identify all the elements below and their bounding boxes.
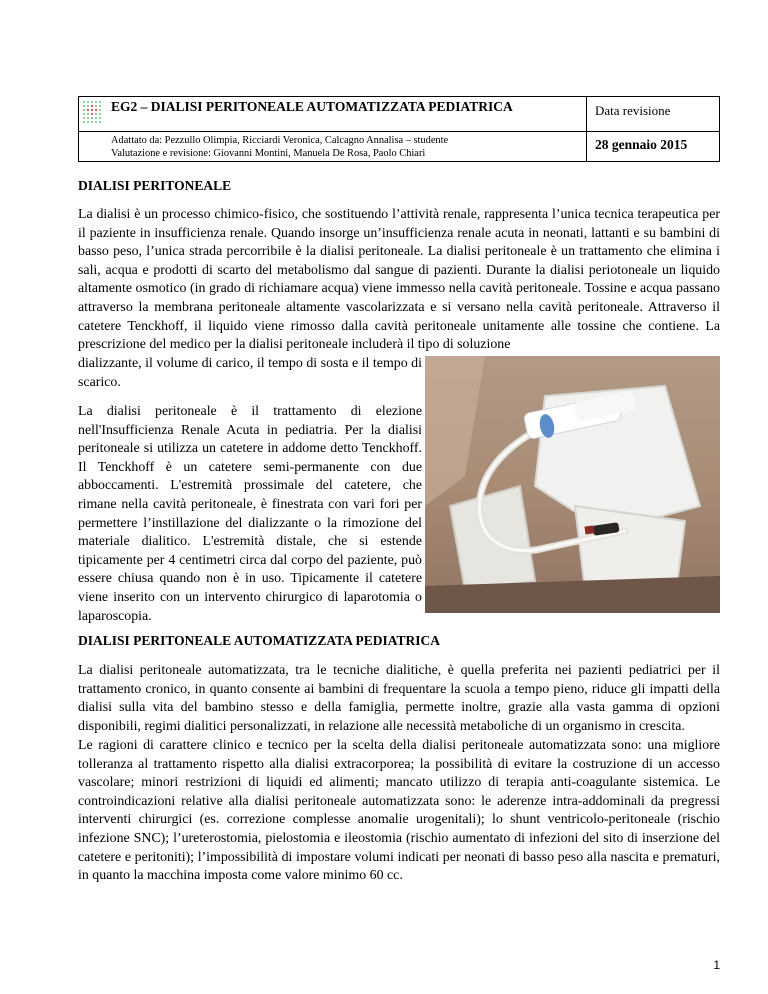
page-number: 1 — [713, 958, 720, 972]
catheter-photo — [425, 356, 720, 613]
revision-date-label: Data revisione — [595, 103, 671, 118]
section-heading-dialisi-automatizzata: DIALISI PERITONEALE AUTOMATIZZATA PEDIATRICA — [78, 633, 440, 648]
section1-paragraph-1-tail: dializzante, il volume di carico, il tempo di sosta e il tempo di scarico. — [78, 356, 422, 390]
credits-review: Valutazione e revisione: Giovanni Montini, Manuela De Rosa, Paolo Chiari — [111, 148, 426, 159]
section2-paragraph-1: La dialisi peritoneale automatizzata, tra le tecniche dialitiche, è quella preferita nei pazienti pediatrici per il trattamento cronico, in quanto consente ai bambini di frequentare la scuola a tempo pieno, riduce gli impatti della dialisi sulla vita del bambino stesso e della famiglia, permette inoltre, grazie alla vasta gamma di opzioni disponibili, regimi dialitici personalizzati, in relazione alle necessità metaboliche di un organismo in crescita. — [78, 663, 720, 734]
section2-paragraph-2: Le ragioni di carattere clinico e tecnico per la scelta della dialisi peritoneale automatizzata sono: una migliore tolleranza al trattamento rispetto alla dialisi extracorporea; la possibilità di evitare la costruzione di un accesso vascolare; minori restrizioni di liquidi ed alimenti; mancato utilizzo di terapia anti-coagulante sistemica. Le controindicazioni relative alla dialisi peritoneale automatizzata sono: le aderenze intra-addominali da pregressi interventi chirurgici (es. correzione complesse anomalie urogenitali); lo shunt ventricolo-peritoneale (rischio infezione SNC); l’ureterostomia, pielostomia e ileostomia (rischio aumentato di infezioni del sito di inserzione del catetere e peritoniti); l’impossibilità di impostare volumi indicati per neonati di basso peso alla nascita e prematuri, in quanto la macchina imposta come valore minimo 60 cc. — [78, 738, 720, 884]
revision-date-value: 28 gennaio 2015 — [595, 137, 688, 152]
section-heading-dialisi-peritoneale: DIALISI PERITONEALE — [78, 178, 232, 193]
document-header-table — [78, 96, 720, 162]
header-row-divider — [79, 131, 719, 132]
document-credits — [111, 134, 581, 160]
section1-paragraph-1: La dialisi è un processo chimico-fisico, che sostituendo l’attività renale, rappresenta l’unica tecnica terapeutica per il paziente in insufficienza renale. Quando insorge un’insufficienza renale acuta in neonati, lattanti e su bambini di basso peso, l’unica strada percorribile è la dialisi peritoneale. La dialisi peritoneale è un trattamento che elimina i sali, acqua e prodotti di scarto del metabolismo dal sangue di pazienti. Durante la dialisi periotoneale un liquido altamente osmotico (in grado di richiamare acqua) viene immesso nella cavità peritoneale. Tossine e acqua passano attraverso la membrana peritoneale altamente vascolarizzata e si versano nella cavità peritoneale. Attraverso il catetere Tenckhoff, il liquido viene rimosso dalla cavità peritoneale unitamente alle tossine che contiene. La prescrizione del medico per la dialisi peritoneale includerà il tipo di soluzione — [78, 207, 720, 353]
header-column-divider — [586, 97, 587, 161]
document-title: EG2 – DIALISI PERITONEALE AUTOMATIZZATA PEDIATRICA — [111, 99, 513, 114]
credits-adapted: Adattato da: Pezzullo Olimpia, Ricciardi Veronica, Calcagno Annalisa – studente — [111, 135, 449, 146]
section1-paragraph-2: La dialisi peritoneale è il trattamento di elezione nell'Insufficienza Renale Acuta in pediatria. Per la dialisi peritoneale si utilizza un catetere in addome detto Tenckhoff. Il Tenckhoff è un catetere semi-permanente con due abboccamenti. L'estremità prossimale del catetere, che rimane nella cavità peritoneale, è finestrata con vari fori per permettere l’instillazione del dializzante o la rimozione del materiale dialitico. L'estremità distale, che si estende tipicamente per 4 centimetri circa dal corpo del paziente, può essere chiusa quando non è in uso. Tipicamente il catetere viene inserito con un intervento chirurgico di laparotomia o laparoscopia. — [78, 404, 422, 624]
logo — [79, 97, 107, 131]
